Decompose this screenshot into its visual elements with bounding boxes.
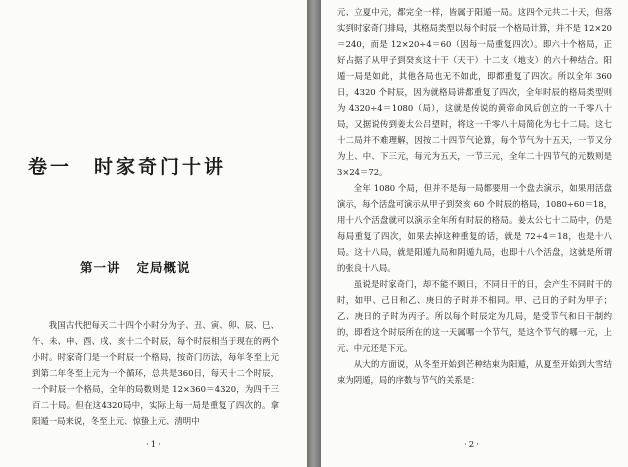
lecture-heading [80, 258, 280, 276]
chapter-title: 时家奇门十讲 [94, 156, 227, 178]
paragraph: 虽说是时家奇门，却不能不顾日，不同日干的日，会产生不同时干的时，如甲、己日和乙、庚日的子时并不相同。甲、己日的子时为甲子；乙、庚日的子时为丙子。所以每个时辰定为几局，是受节气和日干制约的，即看这个时辰所在的这一天属哪一个节气，是这个节气的哪一元，上元、中元还是下元。 [337, 279, 612, 353]
right-page [321, 0, 628, 467]
paragraph: 从大的方面说，从冬至开始到芒种结束为阳遁，从夏至开始到大雪结束为阴遁，局的序数与节气的关系是： [337, 359, 612, 385]
right-body-text [337, 4, 612, 388]
book-spine-gutter [307, 0, 321, 467]
chapter-number: 卷一 [28, 156, 73, 178]
page-number: ·1· [146, 440, 163, 450]
page-number: ·2· [464, 440, 481, 450]
chapter-heading [28, 152, 288, 179]
left-body-text [32, 317, 279, 429]
lecture-number: 第一讲 [80, 260, 121, 275]
paragraph: 我国古代把每天二十四个小时分为子、丑、寅、卯、辰、巳、午、未、申、酉、戌、亥十二个时辰，每个时辰相当于现在的两个小时。时家奇门是一个时辰一个格局，按奇门历法，每年冬至上元到第二年冬至上元为一个循环，总共是360日，每天十二个时辰，一个时辰一个格局，全年的局数则是 12×360＝4320，为四千三百二十局。但在这4320局中，实际上每一局是重复了四次的。拿阳遁一局来说，冬至上元、惊蛰上元、清明中 [32, 320, 279, 426]
left-page [0, 0, 307, 467]
paragraph: 全年 1080 个局，但并不是每一局都要用一个盘去演示，如果用活盘演示，每个活盘可演示从甲子到癸亥 60 个时辰的格局，1080÷60＝18，用十八个活盘就可以演示全年所有时辰的格局。姜太公七十二局中，仍是每局重复了四次，如果去掉这种重复的话，就是 72÷4＝18，也是十八局。这十八局，就是阳遁九局和阴遁九局，也即十八个活盘，这就是所谓的张良十八局。 [337, 183, 612, 273]
lecture-title: 定局概说 [136, 260, 191, 275]
paragraph: 元、立夏中元，都完全一样，皆属于阳遁一局。这四个元共二十天，但落实到时家奇门排局，其格局类型以每个时辰一个格局计算，并不是 12×20＝240，而是 12×20÷4＝60（因每一局重复四次）。即六十个格局，正好占据了从甲子到癸亥这十干（天干）十二支（地支）的六十种结合。阳遁一局是如此，其他各局也无不如此，即都重复了四次。所以全年 360 日，4320 个时辰，因为就格局讲都重复了四次，全年时辰的格局类型则为 4320÷4＝1080（局），这就是传说的黄帝命风后创立的一千零八十局，又据说传到姜太公吕望时，将这一千零八十局简化为七十二局。这七十二局并不难理解，因按二十四节气论算，每个节气为十五天，一节又分为上、中、下三元，每元为五天，一节三元，全年二十四节气的元数则是 3×24＝72。 [337, 7, 612, 177]
